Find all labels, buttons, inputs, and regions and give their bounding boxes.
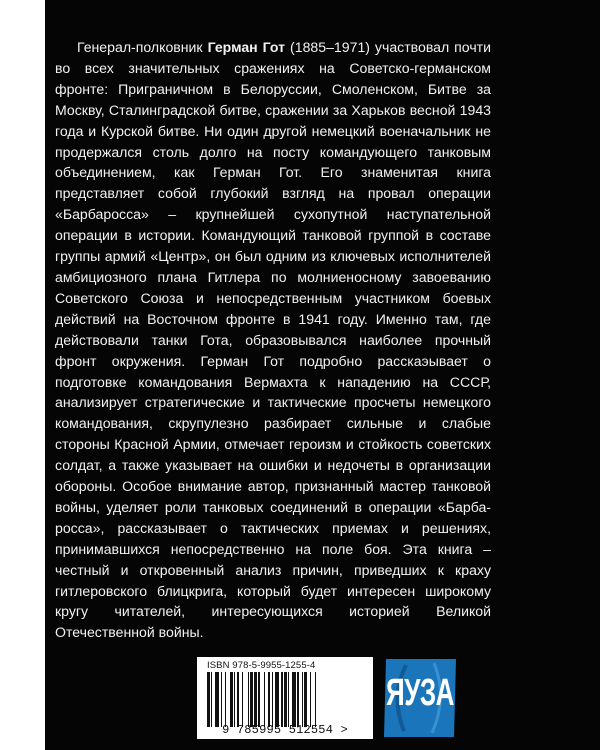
book-description bbox=[55, 37, 491, 643]
barcode-bar bbox=[211, 672, 212, 727]
barcode-bar bbox=[221, 672, 222, 727]
barcode-bar bbox=[258, 672, 259, 727]
barcode-bar bbox=[302, 672, 303, 727]
barcode-bar bbox=[297, 672, 298, 727]
barcode-bar bbox=[272, 672, 273, 727]
publisher-logo bbox=[382, 657, 458, 739]
barcode-bar bbox=[292, 672, 296, 727]
barcode-bar bbox=[310, 672, 311, 727]
barcode-bar bbox=[215, 672, 219, 727]
barcode-bar bbox=[281, 672, 282, 727]
barcode-bar bbox=[315, 672, 316, 727]
barcode-bar bbox=[284, 672, 287, 727]
isbn-barcode bbox=[197, 657, 373, 739]
publisher-name: ЯУЗА bbox=[386, 670, 454, 714]
barcode-bar bbox=[248, 672, 249, 727]
barcode-bar bbox=[264, 672, 265, 727]
barcode-bar bbox=[288, 672, 289, 727]
barcode-bar bbox=[250, 672, 253, 727]
barcode-bar bbox=[275, 672, 279, 727]
barcode-digits: 9 785995 512554 > bbox=[222, 723, 348, 737]
barcode-bar bbox=[268, 672, 271, 727]
isbn-number: ISBN 978-5-9955-1255-4 bbox=[207, 660, 316, 671]
barcode-bar bbox=[254, 672, 257, 727]
barcode-bar bbox=[230, 672, 233, 727]
barcode-bar bbox=[207, 672, 210, 727]
barcode-bar bbox=[234, 672, 235, 727]
barcode-bar bbox=[225, 672, 226, 727]
barcode-bar bbox=[242, 672, 243, 727]
description-body: (1885–1971) участвовал почти во всех значительных сражениях на Советско-германском фронте: Приграничном в Белоруссии, Смоленском, Битве за Москву, Сталинградской битве, сражении за Харьков весной 1943 года и Курской битве. Ни один другой немецкий военачальник не продержался столь долго на посту командующего танковым объединением, как Герман Гот. Его знаменитая книга представляет собой глубокий взгляд на провал операции «Барбаросса» – крупнейшей сухопутной наступательной операции в истории. Командующий танковой группой в составе группы армий «Центр», он был одним из ключевых исполнителей амбициозного плана Гитлера по молниеносному завоеванию Советского Союза и непосредственным участником боевых действий на Восточном фронте в 1941 году. Именно там, где действовали танки Гота, образовывался наиболее прочный фронт окружения. Герман Гот подробно расскаэывает о подготовке командования Вермахта к нападению на СССР, анализирует стратегические и тактические просчеты немецкого командования, скрупулезно разбирает сильные и слабые стороны Красной Армии, отмечает героизм и стойкость советских солдат, а также указывает на ошибки и недочеты в организации обороны. Особое внимание автор, признанный мастер танковой войны, уделяет роли танковых соединений в операции «Барбаросса», рассказывает о тактических приемах и решениях, принимавшихся непосредственно на поле боя. Эта книга – честный и откровенный анализ причин, приведших к краху гитлеровского блицкрига, который будет интересен широкому кругу читателей, интересующихся историей Великой Отечественной войны. bbox=[55, 39, 491, 641]
barcode-bar bbox=[304, 672, 307, 727]
barcode-bars bbox=[207, 672, 367, 727]
barcode-bar bbox=[237, 672, 240, 727]
author-name: Герман Гот bbox=[207, 39, 286, 55]
description-lead: Генерал-полковник bbox=[77, 39, 208, 55]
